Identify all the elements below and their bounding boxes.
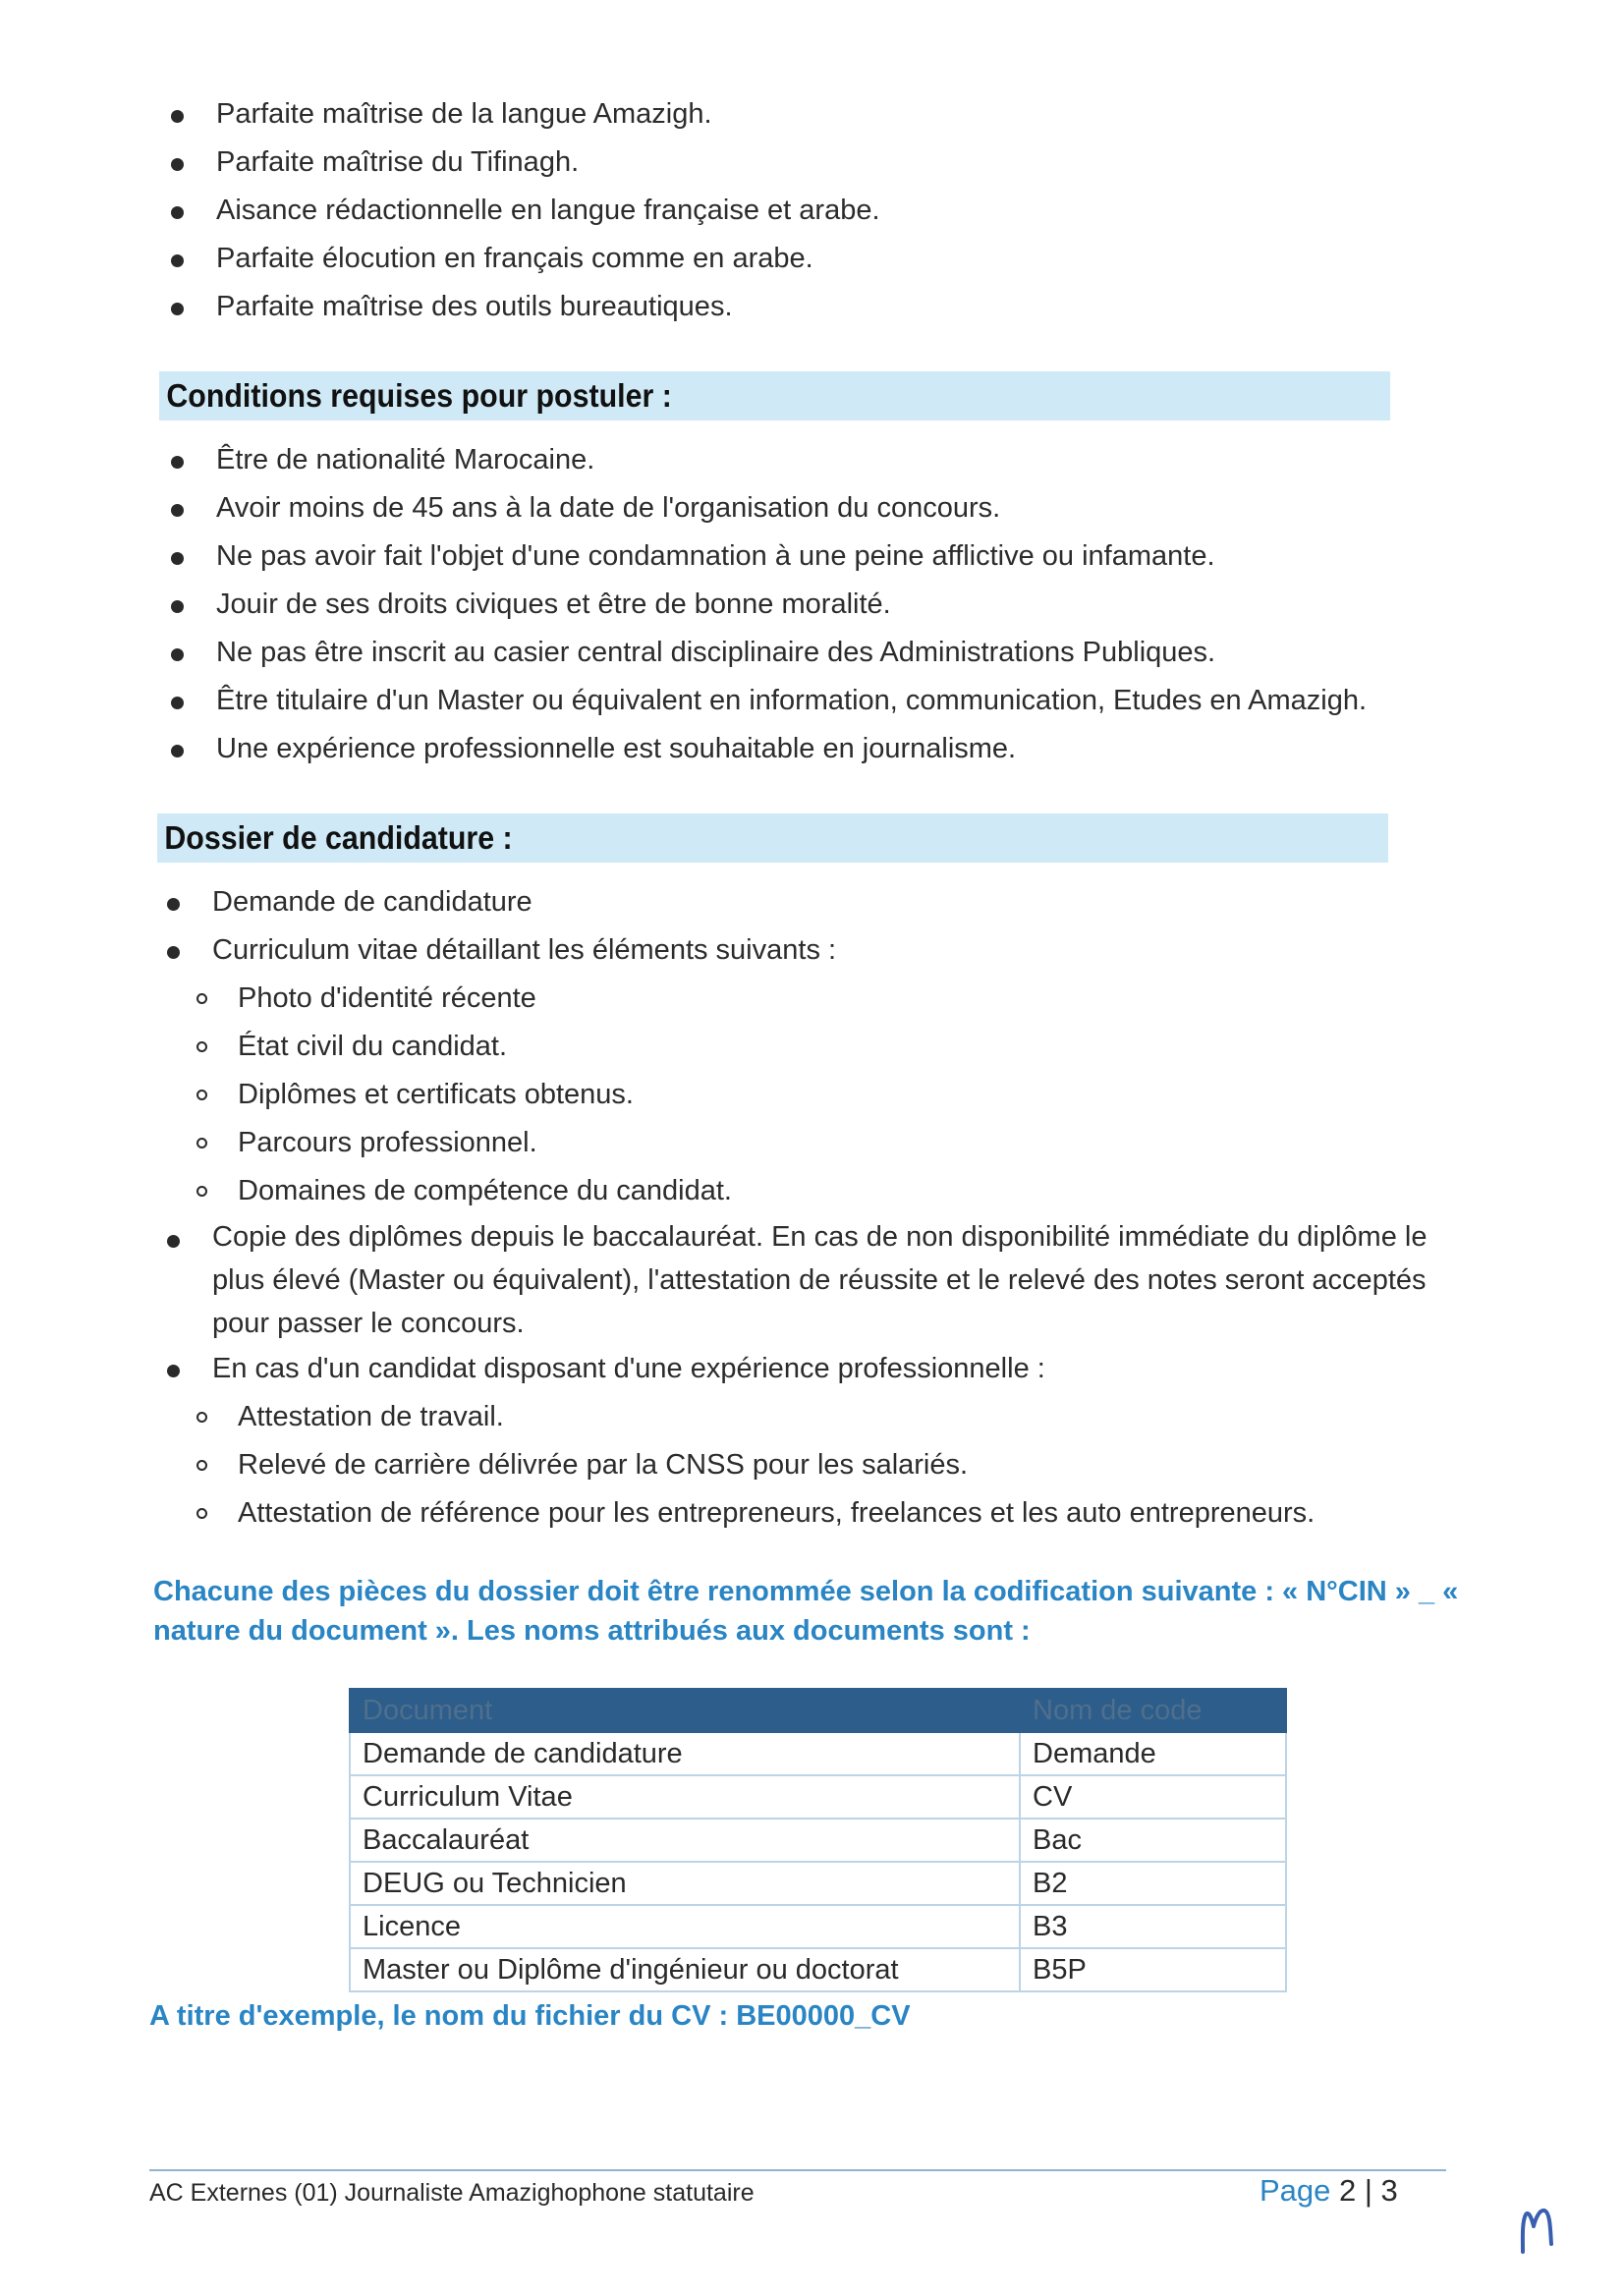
list-item: Être de nationalité Marocaine. — [157, 436, 1493, 484]
list-item: Parfaite élocution en français comme en arabe. — [157, 235, 1493, 283]
table-row — [350, 1905, 1286, 1948]
sub-list-item: Attestation de travail. — [153, 1393, 1489, 1441]
table-row — [350, 1948, 1286, 1991]
table-cell: Baccalauréat — [350, 1819, 1020, 1862]
dossier-section — [153, 878, 1489, 1538]
page-label: Page — [1260, 2173, 1331, 2208]
cv-sub-list — [153, 975, 1489, 1215]
skills-section — [157, 90, 1493, 331]
table-cell: Demande de candidature — [350, 1732, 1020, 1775]
list-item: Être titulaire d'un Master ou équivalent en information, communication, Etudes en Amazigh. — [157, 677, 1493, 725]
page-number: 2 | 3 — [1339, 2173, 1398, 2208]
sub-list-item: Parcours professionnel. — [153, 1119, 1489, 1167]
list-item: Aisance rédactionnelle en langue française et arabe. — [157, 187, 1493, 235]
conditions-heading: Conditions requises pour postuler : — [159, 371, 1390, 420]
table-row — [350, 1819, 1286, 1862]
list-item: En cas d'un candidat disposant d'une expérience professionnelle : — [153, 1345, 1489, 1393]
sub-list-item: Photo d'identité récente — [153, 975, 1489, 1023]
list-item: Parfaite maîtrise des outils bureautiques. — [157, 283, 1493, 331]
exp-sub-list — [153, 1393, 1489, 1538]
handwritten-initial-icon — [1513, 2201, 1562, 2260]
list-item: Ne pas être inscrit au casier central disciplinaire des Administrations Publiques. — [157, 629, 1493, 677]
table-cell: Master ou Diplôme d'ingénieur ou doctorat — [350, 1948, 1020, 1991]
column-header: Document — [350, 1689, 1020, 1732]
table-header-row — [350, 1689, 1286, 1732]
naming-instructions: Chacune des pièces du dossier doit être renommée selon la codification suivante : « N°CIN » _ « nature du document ». Les noms attribués aux documents sont : — [153, 1576, 1459, 1647]
table-cell: Curriculum Vitae — [350, 1775, 1020, 1819]
list-item: Ne pas avoir fait l'objet d'une condamnation à une peine afflictive ou infamante. — [157, 532, 1493, 581]
footer-divider — [149, 2169, 1446, 2171]
table-row — [350, 1732, 1286, 1775]
list-item: Copie des diplômes depuis le baccalauréat. En cas de non disponibilité immédiate du diplôme le plus élevé (Master ou équivalent), l'attestation de réussite et le relevé des notes seront acceptés pour passer le concours. — [153, 1215, 1489, 1345]
list-item: Curriculum vitae détaillant les éléments suivants : — [153, 926, 1489, 975]
sub-list-item: Attestation de référence pour les entrepreneurs, freelances et les auto entrepreneurs. — [153, 1489, 1489, 1538]
conditions-list — [157, 436, 1493, 773]
table-cell: DEUG ou Technicien — [350, 1862, 1020, 1905]
table-cell: Licence — [350, 1905, 1020, 1948]
sub-list-item: Relevé de carrière délivrée par la CNSS pour les salariés. — [153, 1441, 1489, 1489]
table-cell: B2 — [1020, 1862, 1286, 1905]
list-item: Une expérience professionnelle est souhaitable en journalisme. — [157, 725, 1493, 773]
list-item: Demande de candidature — [153, 878, 1489, 926]
sub-list-item: Diplômes et certificats obtenus. — [153, 1071, 1489, 1119]
table-cell: Demande — [1020, 1732, 1286, 1775]
dossier-heading: Dossier de candidature : — [157, 813, 1388, 863]
table-row — [350, 1775, 1286, 1819]
list-item: Parfaite maîtrise de la langue Amazigh. — [157, 90, 1493, 139]
column-header: Nom de code — [1020, 1689, 1286, 1732]
example-filename: A titre d'exemple, le nom du fichier du CV : BE00000_CV — [149, 2000, 911, 2032]
conditions-section — [157, 436, 1493, 773]
dossier-list — [153, 878, 1489, 975]
table-cell: B3 — [1020, 1905, 1286, 1948]
table-row — [350, 1862, 1286, 1905]
sub-list-item: État civil du candidat. — [153, 1023, 1489, 1071]
page-indicator — [1260, 2173, 1398, 2209]
table-cell: Bac — [1020, 1819, 1286, 1862]
table-cell: CV — [1020, 1775, 1286, 1819]
list-item: Jouir de ses droits civiques et être de bonne moralité. — [157, 581, 1493, 629]
list-item: Avoir moins de 45 ans à la date de l'organisation du concours. — [157, 484, 1493, 532]
document-codes-table — [349, 1688, 1287, 1992]
sub-list-item: Domaines de compétence du candidat. — [153, 1167, 1489, 1215]
dossier-list-cont — [153, 1215, 1489, 1393]
footer-title: AC Externes (01) Journaliste Amazighophone statutaire — [149, 2179, 755, 2207]
table-cell: B5P — [1020, 1948, 1286, 1991]
skills-list — [157, 90, 1493, 331]
list-item: Parfaite maîtrise du Tifinagh. — [157, 139, 1493, 187]
